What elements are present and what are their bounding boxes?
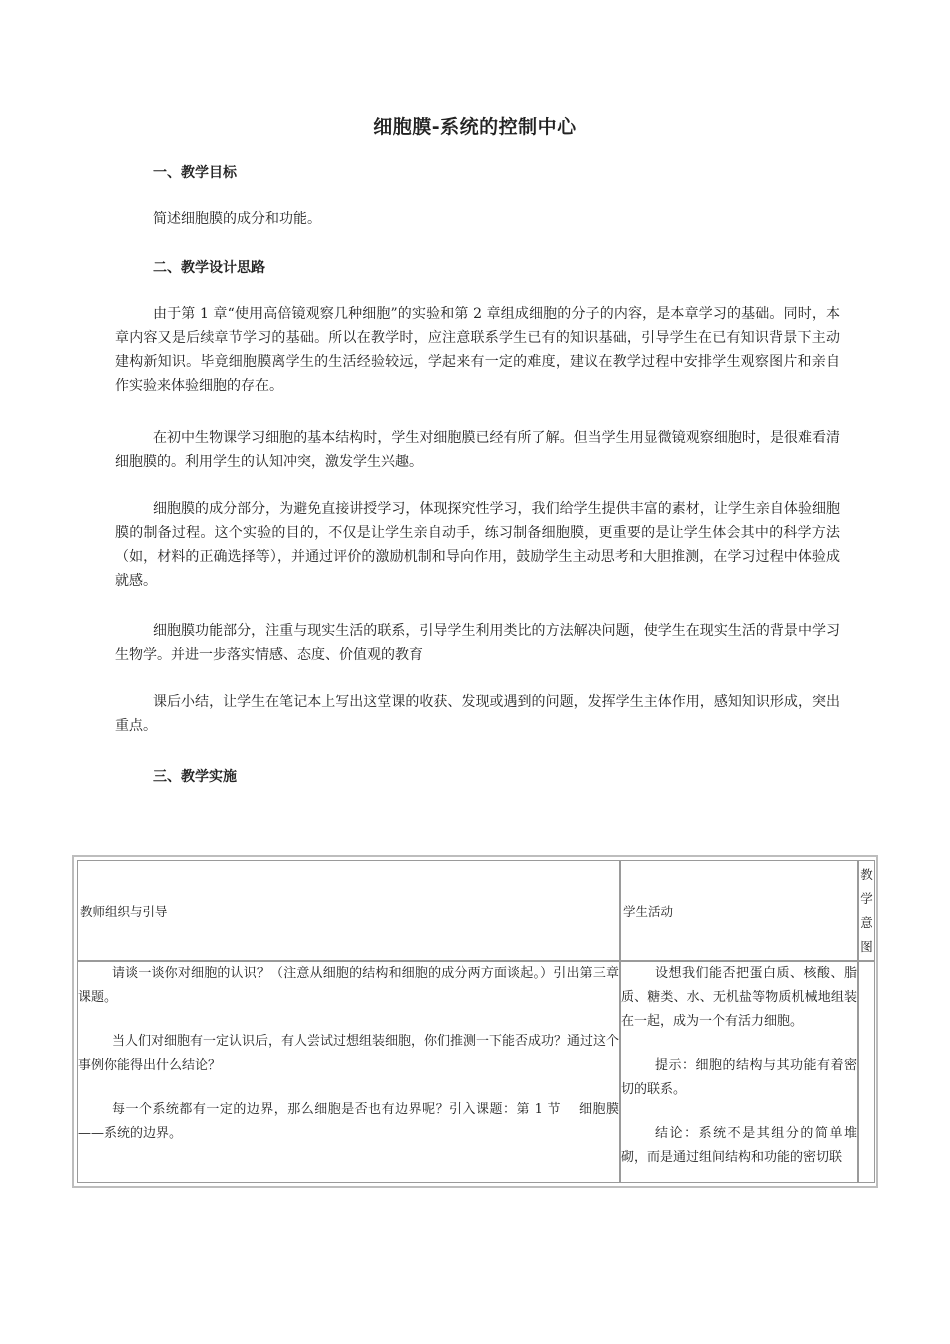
student-paragraph-1: 设想我们能否把蛋白质、核酸、脂质、糖类、水、无机盐等物质机械地组装在一起，成为一个有活力细胞。 xyxy=(621,966,857,1029)
teacher-paragraph-3: 每一个系统都有一定的边界，那么细胞是否也有边界呢？引入课题：第 1 节 细胞膜——系统的边界。 xyxy=(78,1102,619,1141)
design-paragraph-2: 在初中生物课学习细胞的基本结构时，学生对细胞膜已经有所了解。但当学生用显微镜观察细胞时，是很难看清细胞膜的。利用学生的认知冲突，激发学生兴趣。 xyxy=(115,430,840,470)
student-paragraph-3: 结论：系统不是其组分的简单堆砌，而是通过组间结构和功能的密切联 xyxy=(621,1126,857,1165)
teacher-paragraph-2: 当人们对细胞有一定认识后，有人尝试过想组装细胞，你们推测一下能否成功？通过这个事例你能得出什么结论？ xyxy=(78,1034,620,1073)
table-header-student: 学生活动 xyxy=(620,860,858,961)
design-paragraph-5: 课后小结，让学生在笔记本上写出这堂课的收获、发现或遇到的问题，发挥学生主体作用，感知知识形成，突出重点。 xyxy=(115,694,840,734)
section-heading-design: 二、教学设计思路 xyxy=(153,260,265,276)
table-header-intent: 教学意图 xyxy=(858,860,875,961)
page-title: 细胞膜-系统的控制中心 xyxy=(373,116,577,138)
lesson-plan-table xyxy=(72,855,878,1188)
design-paragraph-1: 由于第 1 章“使用高倍镜观察几种细胞”的实验和第 2 章组成细胞的分子的内容，是本章学习的基础。同时，本章内容又是后续章节学习的基础。所以在教学时，应注意联系学生已有的知识基础，引导学生在已有知识背景下主动建构新知识。毕竟细胞膜离学生的生活经验较远，学起来有一定的难度，建议在教学过程中安排学生观察图片和亲自作实验来体验细胞的存在。 xyxy=(115,306,840,394)
table-cell-student xyxy=(620,961,858,1183)
teacher-paragraph-1: 请谈一谈你对细胞的认识？（注意从细胞的结构和细胞的成分两方面谈起。）引出第三章课题。 xyxy=(78,966,619,1005)
table-cell-teacher xyxy=(77,961,620,1183)
table-header-teacher: 教师组织与引导 xyxy=(77,860,620,961)
table-cell-intent xyxy=(858,961,875,1183)
design-paragraph-3: 细胞膜的成分部分，为避免直接讲授学习，体现探究性学习，我们给学生提供丰富的素材，让学生亲自体验细胞膜的制备过程。这个实验的目的，不仅是让学生亲自动手，练习制备细胞膜，更重要的是让学生体会其中的科学方法（如，材料的正确选择等），并通过评价的激励机制和导向作用，鼓励学生主动思考和大胆推测，在学习过程中体验成就感。 xyxy=(115,501,840,589)
student-paragraph-2: 提示：细胞的结构与其功能有着密切的联系。 xyxy=(621,1058,857,1097)
design-paragraph-4: 细胞膜功能部分，注重与现实生活的联系，引导学生利用类比的方法解决问题，使学生在现实生活的背景中学习生物学。并进一步落实情感、态度、价值观的教育 xyxy=(115,623,840,663)
section-heading-objectives: 一、教学目标 xyxy=(153,165,237,181)
objectives-text: 简述细胞膜的成分和功能。 xyxy=(153,211,321,227)
section-heading-implementation: 三、教学实施 xyxy=(153,769,237,785)
